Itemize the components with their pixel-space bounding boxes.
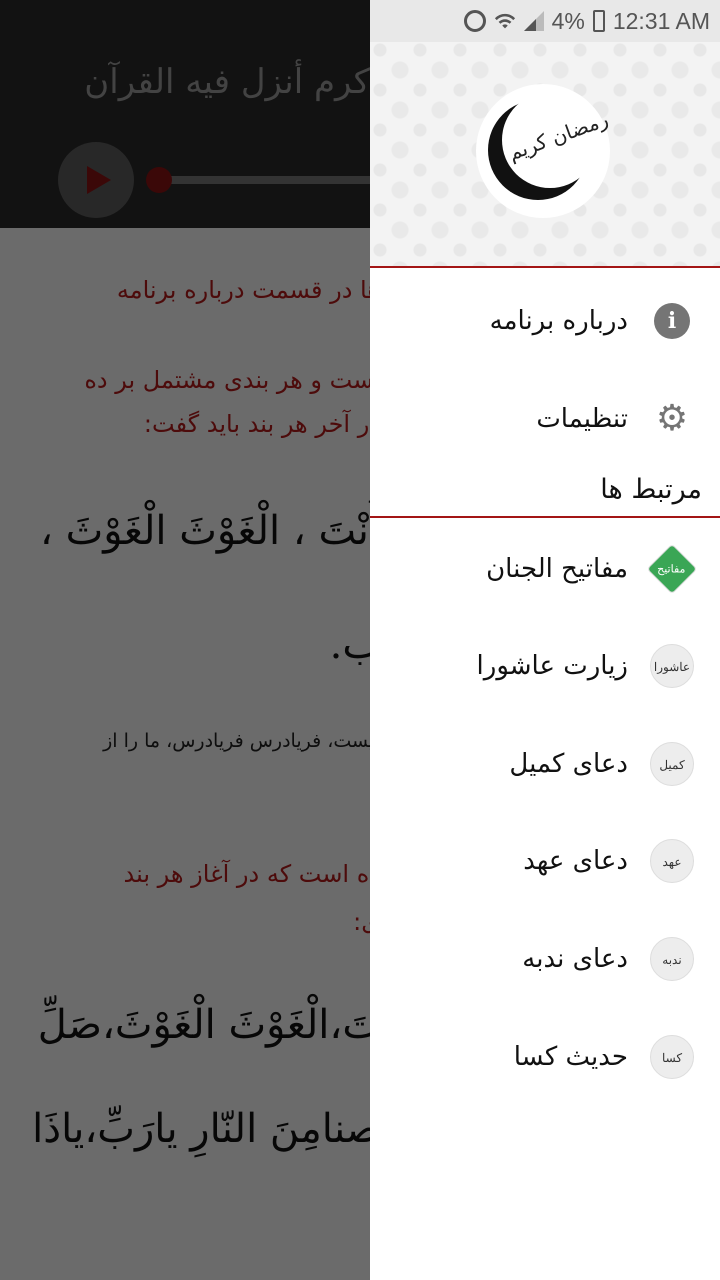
ahd-thumbnail: عهد: [650, 839, 694, 883]
related-item-label: دعای کمیل: [509, 749, 628, 779]
status-bar: [0, 0, 720, 42]
mafatih-thumbnail: مفاتیح: [647, 544, 698, 595]
related-item-label: دعای ندبه: [522, 944, 628, 974]
related-item-label: دعای عهد: [523, 846, 628, 876]
alarm-icon: [464, 10, 486, 32]
section-title: مرتبط ها: [600, 474, 702, 505]
nodbeh-thumbnail: ندبه: [650, 937, 694, 981]
related-item-nodbeh[interactable]: [370, 910, 720, 1008]
related-item-kasa[interactable]: [370, 1008, 720, 1106]
related-item-label: حدیث کسا: [513, 1042, 628, 1072]
related-section-header: [370, 468, 720, 518]
menu-item-label: درباره برنامه: [489, 306, 628, 336]
kasa-thumbnail: کسا: [650, 1035, 694, 1079]
clock: 12:31 AM: [612, 7, 710, 34]
wifi-icon: [494, 10, 516, 32]
menu-item-about[interactable]: [370, 272, 720, 370]
menu-item-label: تنظیمات: [536, 404, 628, 434]
battery-icon: [593, 10, 605, 32]
gear-icon: ⚙: [655, 398, 689, 439]
navigation-drawer: [370, 0, 720, 1280]
battery-percent: 4%: [551, 7, 585, 34]
signal-icon: [524, 11, 544, 31]
related-item-komeil[interactable]: [370, 715, 720, 813]
komeil-thumbnail: کمیل: [650, 742, 694, 786]
menu-item-settings[interactable]: [370, 370, 720, 468]
logo-text: رمضان کریم: [505, 106, 612, 166]
related-item-label: زیارت عاشورا: [476, 651, 628, 681]
ashura-thumbnail: عاشورا: [650, 644, 694, 688]
related-item-ashura[interactable]: [370, 617, 720, 715]
info-icon: i: [654, 303, 690, 339]
related-item-mafatih[interactable]: [370, 520, 720, 618]
related-item-label: مفاتیح الجنان: [486, 554, 628, 584]
app-logo: [476, 84, 610, 218]
related-item-ahd[interactable]: [370, 812, 720, 910]
